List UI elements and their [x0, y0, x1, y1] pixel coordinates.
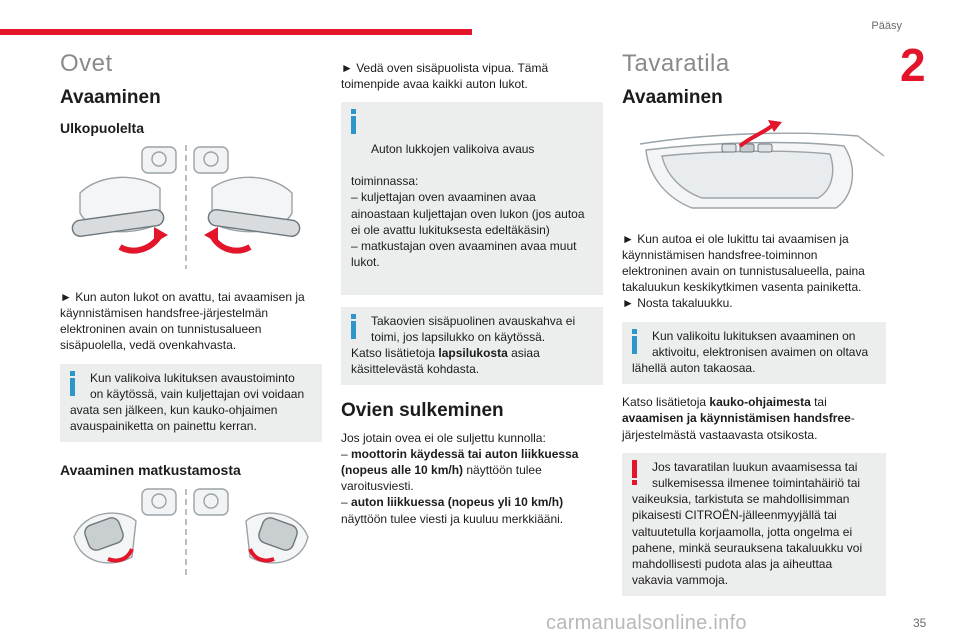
- door-handle-exterior-illustration: [60, 143, 322, 271]
- warning-text-rest: sulkemisessa ilmenee toimintahäiriö tai vaikeuksia, tarkistuta se mahdollisimman pikaisesti CITROËN-jälleenmyyjällä tai valtuutetulla korjaamolla, jotta ongelma ei pahene, minkä seurauksena takaluukku voi mahdollisesti pudota alas ja aiheuttaa vakavia vammoja.: [632, 476, 863, 588]
- info-text-line1: Kun valikoiva lukituksen avaustoiminto: [90, 370, 295, 385]
- paragraph-door-not-closed: Jos jotain ovea ei ole suljettu kunnolla:: [341, 430, 546, 445]
- warning-icon: [631, 460, 637, 485]
- info-box-selective-unlock: [60, 364, 322, 443]
- warning-text-line1: Jos tavaratilan luukun avaamisessa tai: [652, 459, 858, 474]
- heading-avaaminen: Avaaminen: [60, 87, 161, 109]
- chapter-number: 2: [900, 39, 926, 91]
- header-red-bar: [0, 29, 472, 35]
- watermark: carmanualsonline.info: [546, 612, 747, 634]
- info-icon: [350, 314, 356, 339]
- warning-box-tailgate-malfunction: [622, 453, 886, 597]
- paragraph-vehicle-moving: – auton liikkuessa (nopeus yli 10 km/h) näyttöön tulee viesti ja kuuluu merkkiääni.: [341, 495, 564, 526]
- info-text-line1: Takaovien sisäpuolinen avauskahva ei: [371, 313, 576, 328]
- paragraph-engine-running: – moottorin käydessä tai auton liikkuessa (nopeus alle 10 km/h) näyttöön tulee varoitusviesti.: [341, 446, 579, 494]
- page-title-tavaratila: Tavaratila: [622, 50, 730, 77]
- info-text-rest: Katso lisätietoja lapsilukosta asiaa käsittelevästä kohdasta.: [351, 346, 540, 377]
- info-box-child-lock: [341, 307, 603, 386]
- column-3: [622, 50, 886, 596]
- door-handle-interior-illustration: [60, 487, 322, 577]
- info-icon: [69, 371, 75, 396]
- paragraph-lift-tailgate: ► Nosta takaluukku.: [622, 296, 733, 311]
- paragraph-see-also: Katso lisätietoja kauko-ohjaimesta tai avaamisen ja käynnistämisen handsfree-järjestelmästä vastaavasta otsikosta.: [622, 395, 855, 442]
- info-icon: [631, 329, 637, 354]
- info-text-line1: Auton lukkojen valikoiva avaus: [371, 141, 535, 156]
- heading-ovien-sulkeminen: Ovien sulkeminen: [341, 400, 504, 422]
- tailgate-switch-illustration: [622, 116, 886, 216]
- link-child-lock: lapsilukosta: [438, 346, 508, 361]
- info-text-rest: aktivoitu, elektronisen avaimen on oltava lähellä auton takaosaa.: [632, 344, 869, 376]
- info-text-rest: on käytössä, vain kuljettajan ovi voidaan avata sen jälkeen, kun kauko-ohjaimen avauspainiketta on painettu kerran.: [70, 386, 305, 434]
- column-1: [60, 50, 322, 581]
- section-title: Pääsy: [871, 20, 902, 32]
- column-2: [341, 60, 603, 537]
- info-text-line2: toimi, jos lapsilukko on käytössä.: [371, 329, 546, 344]
- subheading-ulkopuolelta: Ulkopuolelta: [60, 120, 145, 137]
- info-text-line1: Kun valikoitu lukituksen avaaminen on: [652, 328, 856, 343]
- paragraph-exterior-open: ► Kun auton lukot on avattu, tai avaamisen ja käynnistämisen handsfree-järjestelmän elektroninen avain on tunnistusalueen sisäpuolella, vedä ovenkahvasta.: [60, 289, 305, 353]
- info-text-rest: toiminnassa: – kuljettajan oven avaaminen avaa ainoastaan kuljettajan oven lukon (jos autoa ei ole avattu lukituksesta edeltäkäsin) – matkustajan oven avaaminen avaa muut lukot.: [351, 174, 585, 270]
- page-number: 35: [913, 616, 927, 630]
- heading-avaaminen-trunk: Avaaminen: [622, 87, 723, 109]
- info-box-selective-unlock-doors: [341, 102, 603, 294]
- subheading-matkustamosta: Avaaminen matkustamosta: [60, 462, 241, 479]
- page-title-ovet: Ovet: [60, 50, 113, 77]
- paragraph-trunk-open: ► Kun autoa ei ole lukittu tai avaamisen ja käynnistämisen handsfree-toiminnon elektroninen avain on tunnistusalueella, paina takaluukun keskikytkimen vasenta painiketta.: [622, 231, 865, 295]
- info-icon: [350, 109, 356, 134]
- paragraph-interior-lever: ► Vedä oven sisäpuolista vipua. Tämä toimenpide avaa kaikki auton lukot.: [341, 61, 549, 92]
- info-box-selective-unlock-trunk: [622, 322, 886, 385]
